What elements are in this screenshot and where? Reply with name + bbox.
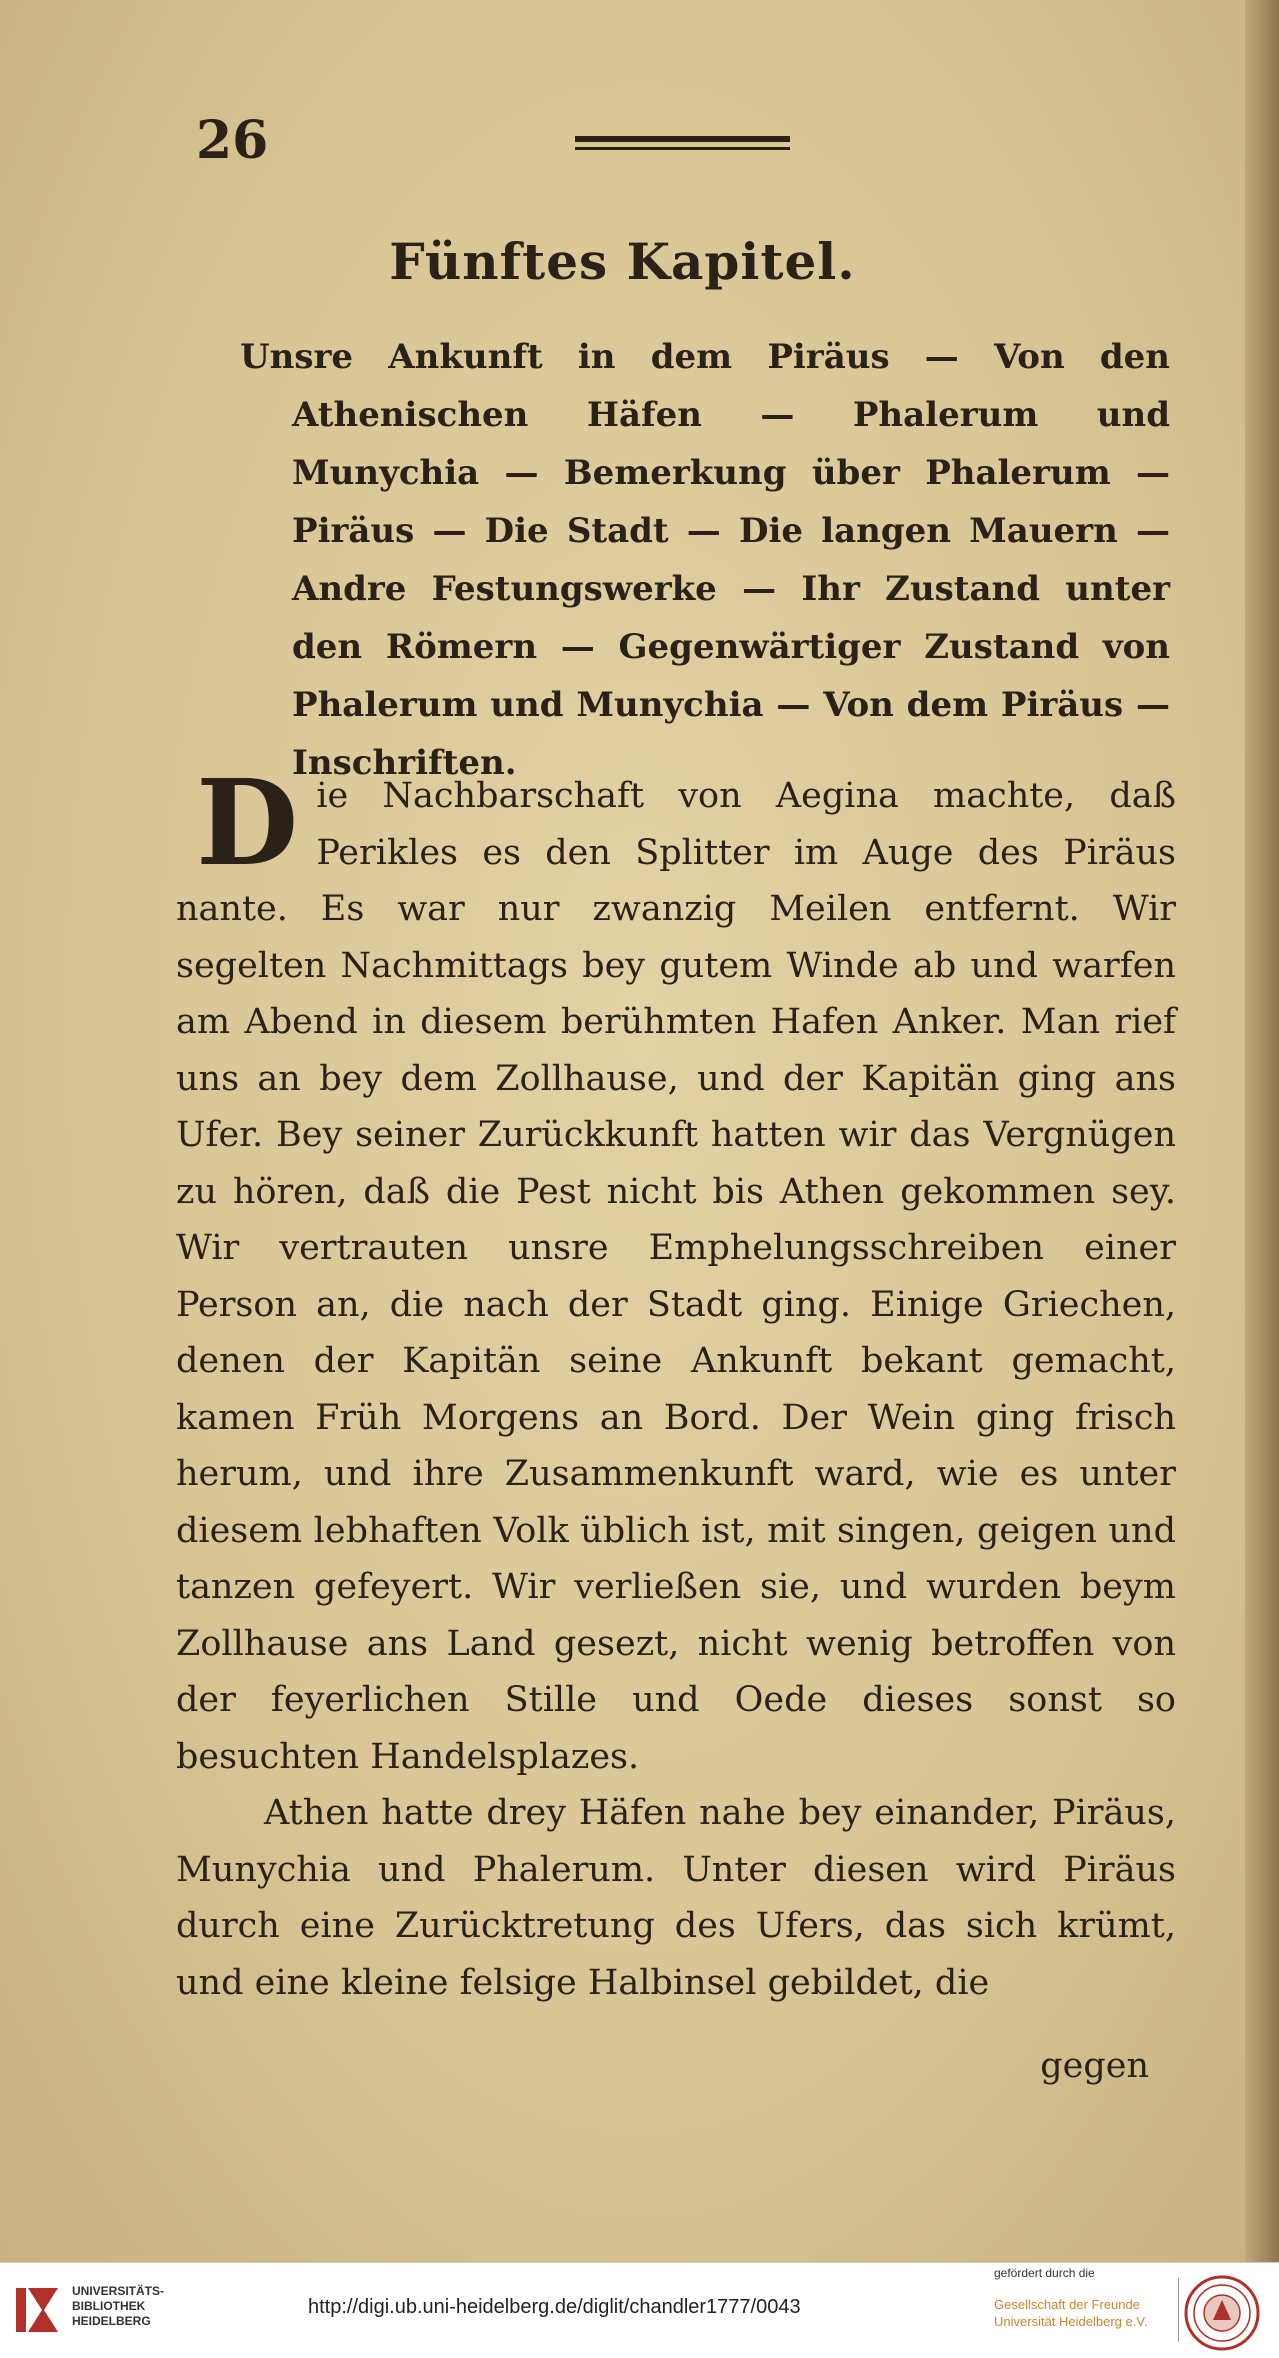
paragraph-2: Athen hatte drey Häfen nahe bey einander, Piräus, Munychia und Phalerum. Unter diesen wird Piräus durch eine Zurücktretung des Ufers, das sich krümt, und eine kleine felsige Halbinsel gebildet, die [176, 1793, 1176, 2003]
paragraph-1-text: ie Nachbarschaft von Aegina machte, daß Perikles es den Splitter im Auge des Piräus nante. Es war nur zwanzig Meilen entfernt. Wir segelten Nachmittags bey gutem Winde ab und warfen am Abend in diesem berühmten Hafen Anker. Man rief uns an bey dem Zollhause, und der Kapitän ging ans Ufer. Bey seiner Zurückkunft hatten wir das Vergnügen zu hören, daß die Pest nicht bis Athen gekommen sey. Wir vertrauten unsre Emphelungsschreiben einer Person an, die nach der Stadt ging. Einige Griechen, denen der Kapitän seine Ankunft bekant gemacht, kamen Früh Morgens an Bord. Der Wein ging frisch herum, und ihre Zusammenkunft ward, wie es unter diesem lebhaften Volk üblich ist, mit singen, geigen und tanzen gefeyert. Wir verließen sie, und wurden beym Zollhause ans Land gesezt, nicht wenig betroffen von der feyerlichen Stille und Oede dieses sonst so besuchten Handelsplazes. [176, 776, 1176, 1777]
library-name [72, 2284, 164, 2329]
footer-divider [1178, 2278, 1179, 2342]
page-number: 26 [196, 110, 269, 171]
chapter-title: Fünftes Kapitel. [389, 232, 856, 291]
library-name-line-2: BIBLIOTHEK [72, 2299, 146, 2313]
body-text [176, 753, 1176, 2011]
page-edge-shadow [1245, 0, 1279, 2262]
catchword: gegen [1040, 2046, 1149, 2086]
chapter-summary [240, 328, 1170, 792]
library-name-line-3: HEIDELBERG [72, 2314, 151, 2328]
sponsor-note: gefördert durch die [994, 2266, 1095, 2280]
permalink-url[interactable]: http://digi.ub.uni-heidelberg.de/diglit/chandler1777/0043 [308, 2296, 801, 2318]
paragraph-1 [176, 753, 1176, 1785]
university-library-logo-icon[interactable] [14, 2282, 60, 2338]
sponsor-name[interactable] [994, 2296, 1166, 2330]
drop-cap: D [196, 753, 299, 892]
header-rule [575, 136, 790, 150]
sponsor-name-line-2: Universität Heidelberg e.V. [994, 2314, 1148, 2329]
sponsor-name-line-1: Gesellschaft der Freunde [994, 2297, 1140, 2312]
chapter-summary-text: Unsre Ankunft in dem Piräus — Von den Athenischen Häfen — Phalerum und Munychia — Bemerkung über Phalerum — Piräus — Die Stadt — Die langen Mauern — Andre Festungswerke — Ihr Zustand unter den Römern — Gegenwärtiger Zustand von Phalerum und Munychia — Von dem Piräus — Inschriften. [240, 337, 1170, 783]
university-seal-icon[interactable] [1183, 2274, 1261, 2352]
library-name-line-1: UNIVERSITÄTS- [72, 2284, 165, 2298]
